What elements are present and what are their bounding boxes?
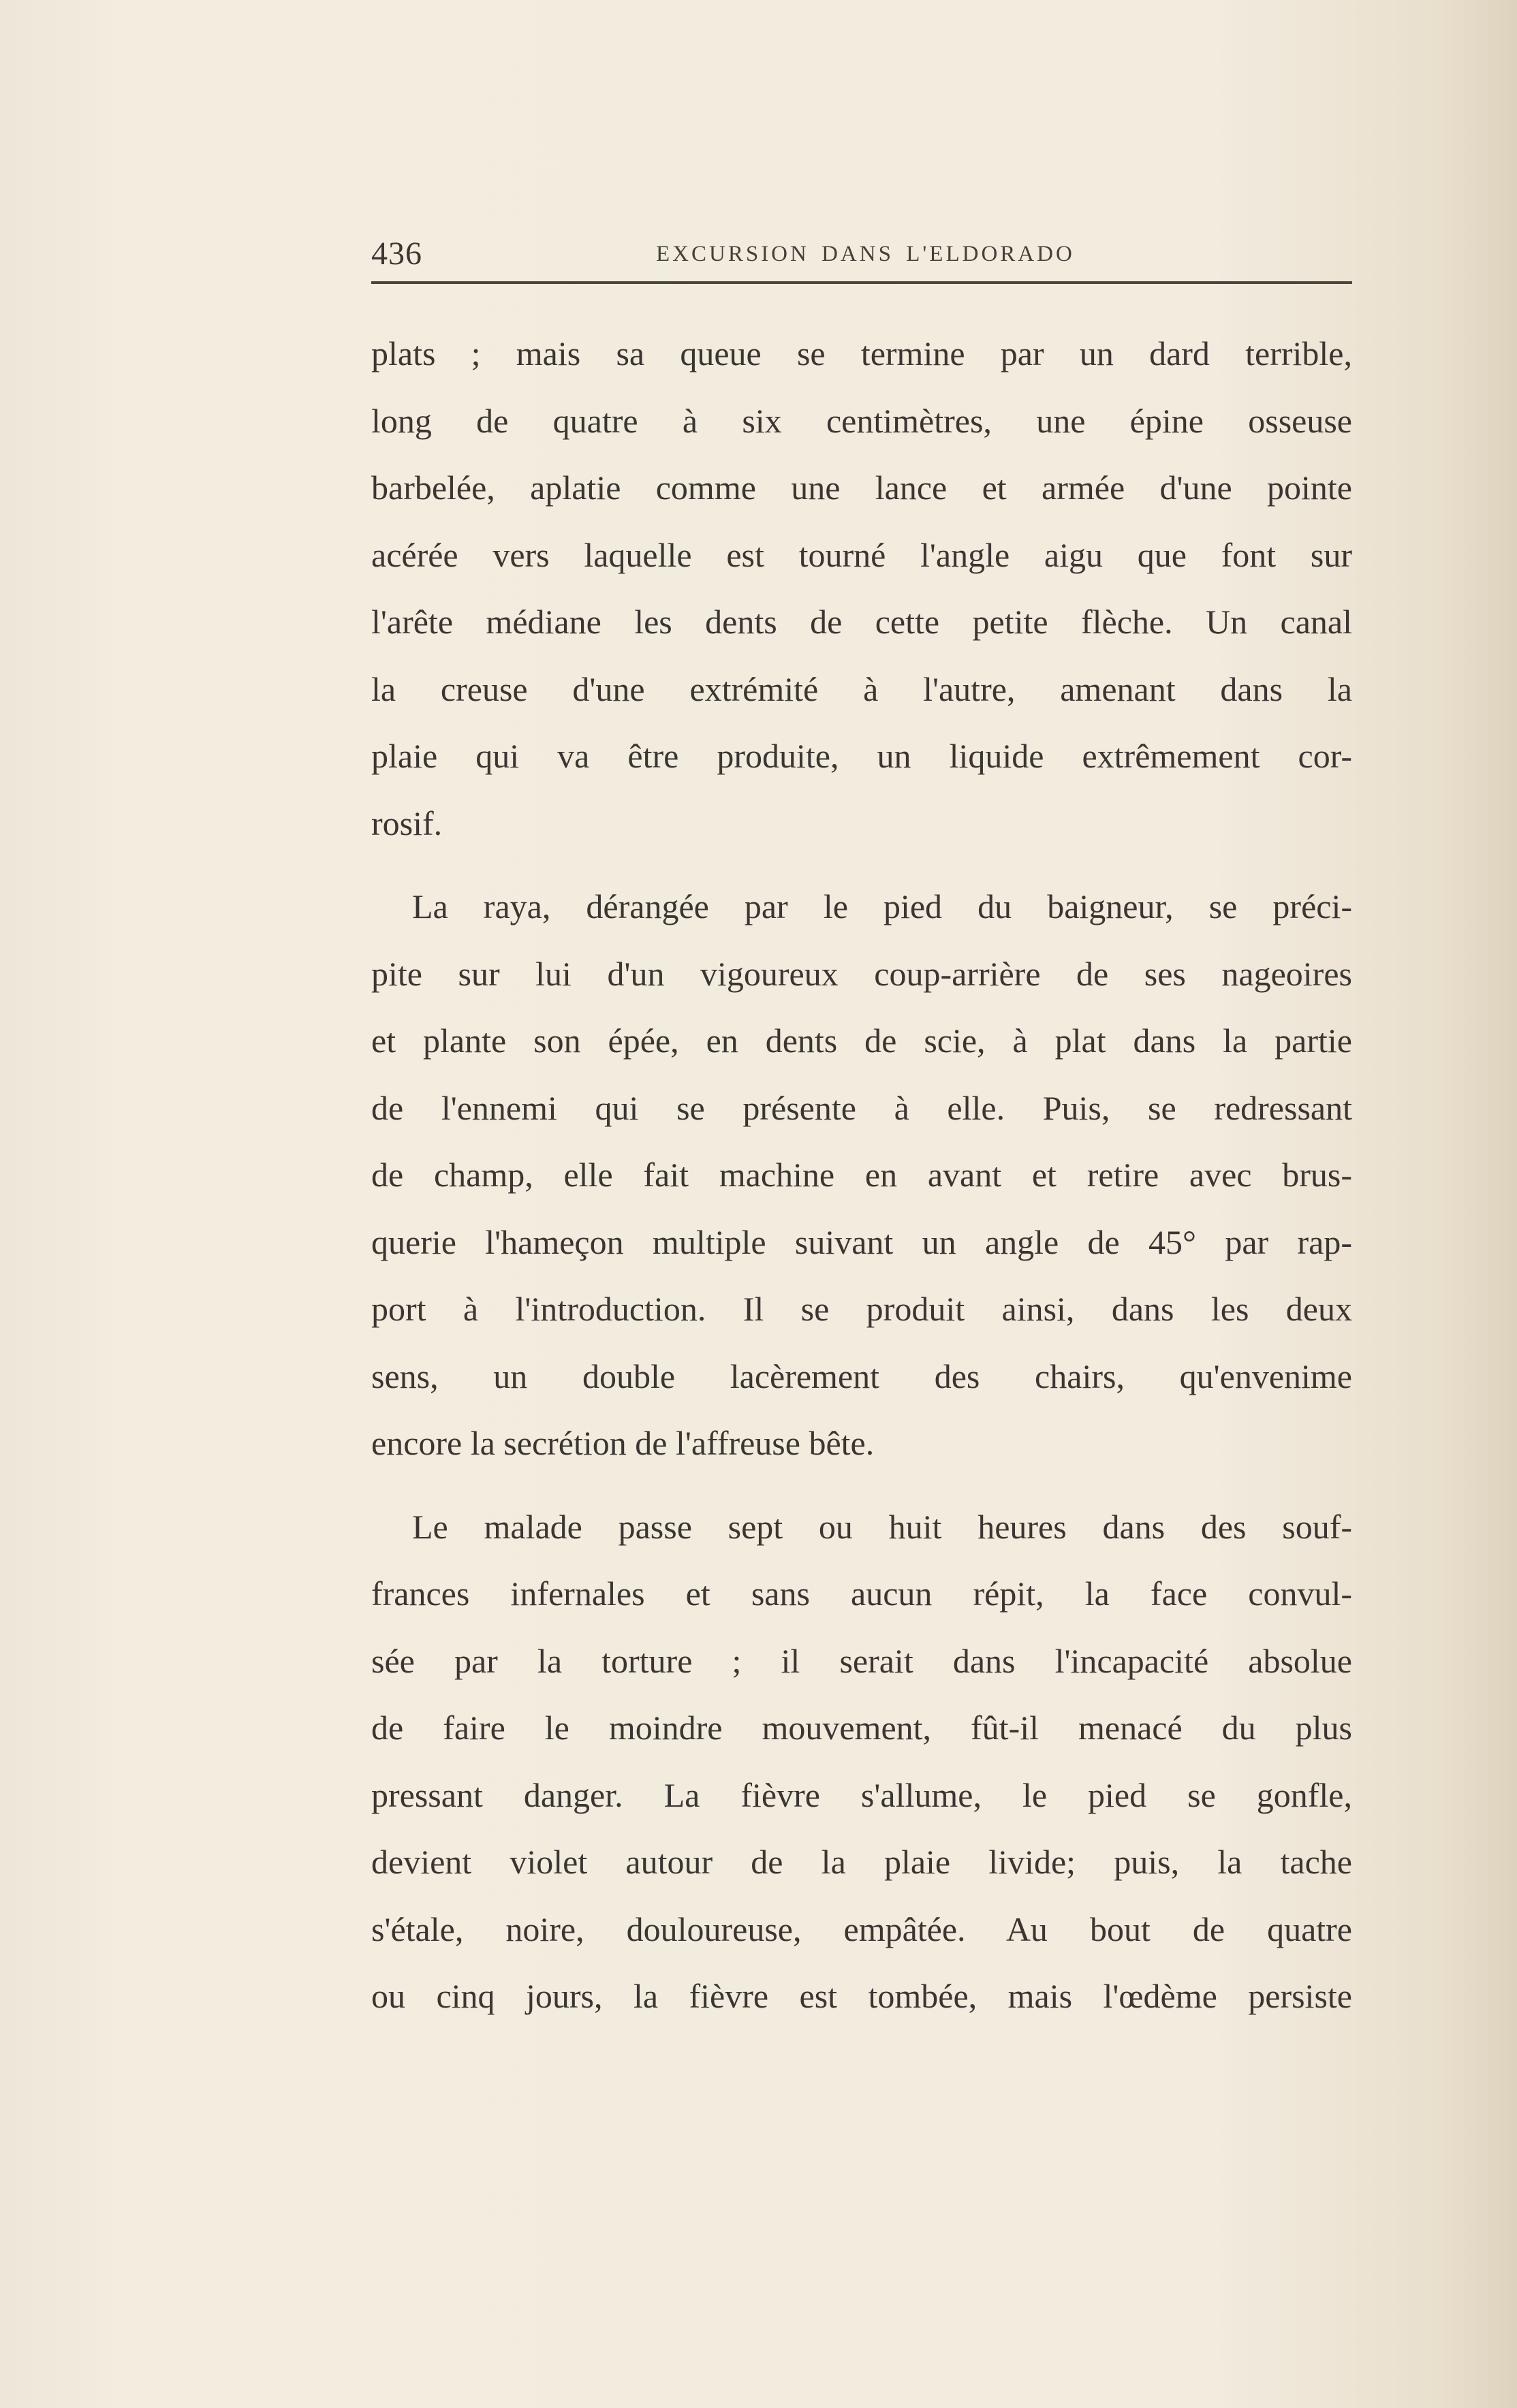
text-line: pite sur lui d'un vigoureux coup-arrière de ses nageoires — [371, 954, 1352, 993]
text-line: de champ, elle fait machine en avant et retire avec brus- — [371, 1156, 1352, 1194]
page-header — [371, 235, 1352, 283]
text-line: acérée vers laquelle est tourné l'angle aigu que font sur — [371, 535, 1352, 574]
text-line: la creuse d'une extrémité à l'autre, amenant dans la — [371, 669, 1352, 708]
text-line: La raya, dérangée par le pied du baigneur, se préci- — [412, 887, 1352, 925]
text-line: et plante son épée, en dents de scie, à plat dans la partie — [371, 1021, 1352, 1060]
text-line: barbelée, aplatie comme une lance et armée d'une pointe — [371, 469, 1352, 507]
text-line: plaie qui va être produite, un liquide extrêmement cor- — [371, 737, 1352, 775]
text-line: plats ; mais sa queue se termine par un dard terrible, — [371, 334, 1352, 373]
paragraph-3 — [371, 1493, 1352, 2030]
body-text — [371, 320, 1352, 2030]
text-line: pressant danger. La fièvre s'allume, le pied se gonfle, — [371, 1775, 1352, 1814]
text-line: long de quatre à six centimètres, une épine osseuse — [371, 401, 1352, 440]
paragraph-gap — [371, 1477, 1352, 1493]
text-line: s'étale, noire, douloureuse, empâtée. Au bout de quatre — [371, 1910, 1352, 1948]
header-rule — [371, 281, 1352, 284]
text-line: ou cinq jours, la fièvre est tombée, mais l'œdème persiste — [371, 1977, 1352, 2015]
text-line: sens, un double lacèrement des chairs, qu'envenime — [371, 1357, 1352, 1395]
paragraph-gap — [371, 857, 1352, 873]
running-title: EXCURSION DANS L'ELDORADO — [656, 242, 1075, 266]
text-line: querie l'hameçon multiple suivant un angle de 45° par rap- — [371, 1222, 1352, 1261]
paragraph-2 — [371, 873, 1352, 1477]
text-line: encore la secrétion de l'affreuse bête. — [371, 1424, 875, 1462]
text-line: devient violet autour de la plaie livide; puis, la tache — [371, 1843, 1352, 1881]
text-line: l'arête médiane les dents de cette petite flèche. Un canal — [371, 603, 1352, 641]
text-line: frances infernales et sans aucun répit, la face convul- — [371, 1574, 1352, 1613]
text-line: rosif. — [371, 804, 443, 842]
page-number: 436 — [371, 236, 422, 272]
text-line: de faire le moindre mouvement, fût-il menacé du plus — [371, 1709, 1352, 1747]
text-line: port à l'introduction. Il se produit ainsi, dans les deux — [371, 1290, 1352, 1328]
text-line: Le malade passe sept ou huit heures dans des souf- — [412, 1507, 1352, 1546]
text-line: de l'ennemi qui se présente à elle. Puis, se redressant — [371, 1088, 1352, 1127]
paragraph-1 — [371, 320, 1352, 857]
text-line: sée par la torture ; il serait dans l'incapacité absolue — [371, 1641, 1352, 1680]
